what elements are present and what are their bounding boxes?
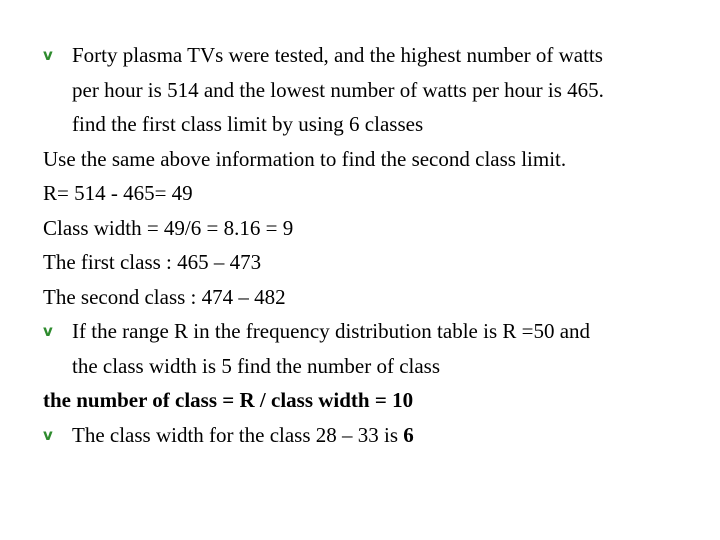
text: the number of class = R / class width = 10 bbox=[43, 388, 414, 412]
text: Class width = 49/6 = 8.16 = 9 bbox=[43, 215, 294, 240]
bullet-item-3-line-1 bbox=[43, 418, 693, 453]
answer-value: 6 bbox=[403, 422, 414, 447]
text: If the range R in the frequency distribution table is R =50 and bbox=[72, 319, 591, 343]
text: the class width is 5 find the number of class bbox=[72, 353, 441, 378]
text: The second class : 474 – 482 bbox=[43, 284, 286, 309]
bullet-item-1-line-3 bbox=[43, 107, 693, 142]
bold-answer-line bbox=[43, 383, 693, 418]
text: Forty plasma TVs were tested, and the highest number of watts bbox=[72, 43, 603, 67]
text: find the first class limit by using 6 classes bbox=[72, 112, 424, 136]
paragraph-line-5 bbox=[43, 176, 693, 211]
slide-content bbox=[43, 38, 693, 452]
paragraph-line-8 bbox=[43, 280, 693, 315]
bullet-item-2-line-1 bbox=[43, 314, 693, 349]
text: Use the same above information to find the second class limit. bbox=[43, 146, 567, 171]
bullet-item-1-line-2 bbox=[43, 73, 693, 108]
paragraph-line-4 bbox=[43, 142, 693, 177]
bullet-item-1-line-1 bbox=[43, 38, 693, 73]
text: The first class : 465 – 473 bbox=[43, 250, 262, 274]
bullet-item-2-line-2 bbox=[43, 349, 693, 384]
text: The class width for the class 28 – 33 is bbox=[72, 422, 404, 447]
paragraph-line-7 bbox=[43, 245, 693, 280]
check-bullet-icon: v bbox=[43, 322, 53, 340]
check-bullet-icon: v bbox=[43, 425, 53, 444]
paragraph-line-6 bbox=[43, 211, 693, 246]
text: per hour is 514 and the lowest number of watts per hour is 465. bbox=[72, 77, 604, 102]
check-bullet-icon: v bbox=[43, 46, 53, 64]
text: R= 514 - 465= 49 bbox=[43, 181, 193, 205]
